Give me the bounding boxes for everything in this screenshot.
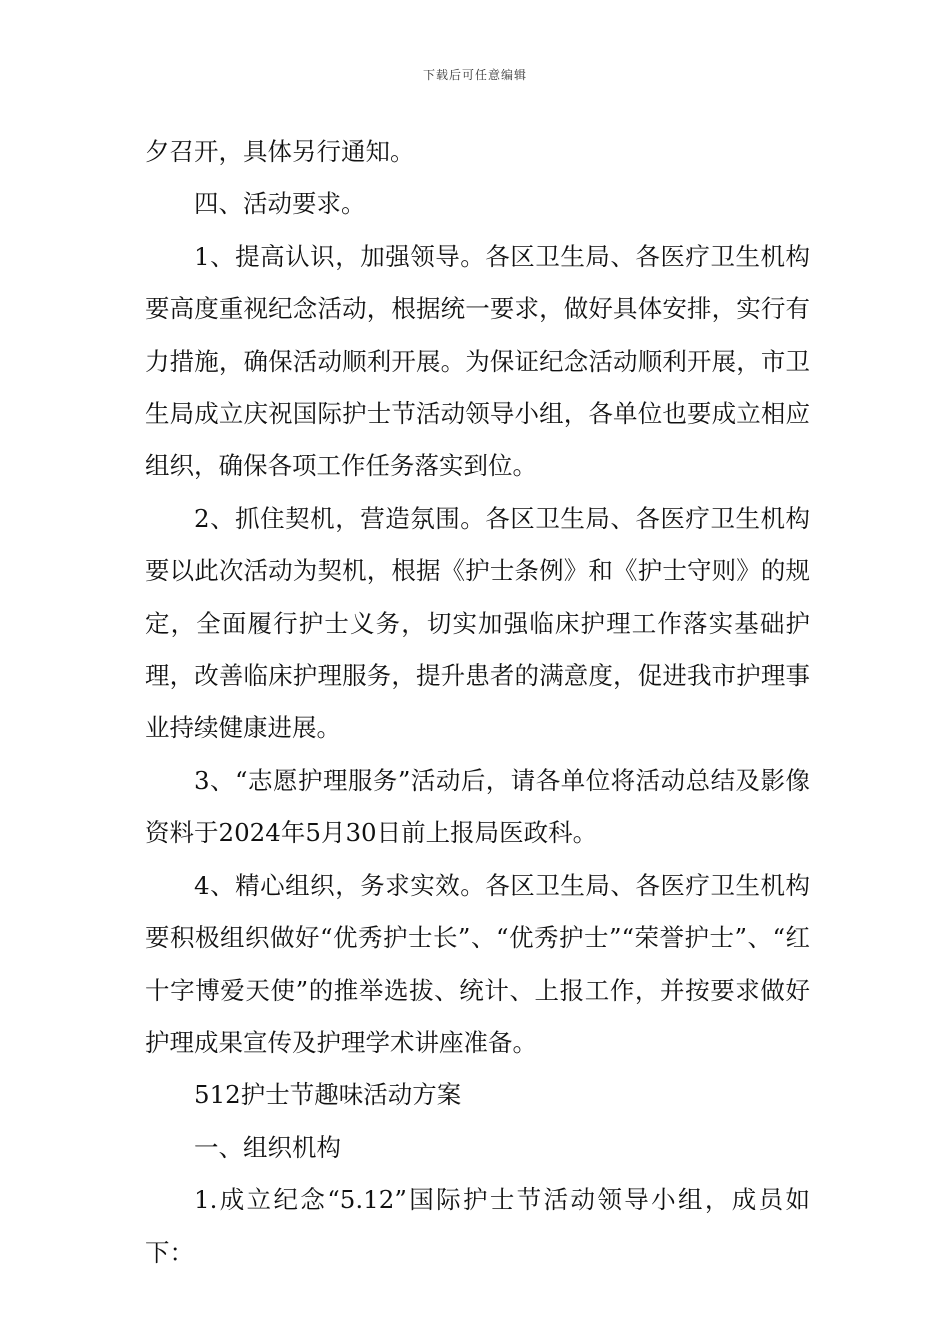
section-heading-activity-requirements: 四、活动要求。 [194, 189, 366, 219]
paragraph-item-2: 2、抓住契机，营造氛围。各区卫生局、各医疗卫生机构要以此次活动为契机，根据《护士条例》和《护士守则》的规定，全面履行护士义务，切实加强临床护理工作落实基础护理，改善临床护理服务，提升患者的满意度，促进我市护理事业持续健康进展。 [145, 503, 810, 743]
section-heading-organization: 一、组织机构 [194, 1132, 341, 1162]
paragraph-item-1: 1、提高认识，加强领导。各区卫生局、各医疗卫生机构要高度重视纪念活动，根据统一要求，做好具体安排，实行有力措施，确保活动顺利开展。为保证纪念活动顺利开展，市卫生局成立庆祝国际护士节活动领导小组，各单位也要成立相应组织，确保各项工作任务落实到位。 [145, 241, 810, 481]
paragraph-continuation: 夕召开，具体另行通知。 [145, 137, 415, 166]
paragraph-item-4: 4、精心组织，务求实效。各区卫生局、各医疗卫生机构要积极组织做好“优秀护士长”、“优秀护士”“荣誉护士”、“红十字博爱天使”的推举选拔、统计、上报工作，并按要求做好护理成果宣传及护理学术讲座准备。 [145, 870, 810, 1057]
paragraph-item-3: 3、“志愿护理服务”活动后，请各单位将活动总结及影像资料于2024年5月30日前上报局医政科。 [145, 765, 810, 848]
plan-title: 512护士节趣味活动方案 [194, 1080, 462, 1110]
header-note: 下载后可任意编辑 [422, 68, 527, 82]
paragraph-organization-item-1: 1.成立纪念“5.12”国际护士节活动领导小组，成员如下： [145, 1185, 810, 1267]
document-body [145, 126, 810, 1279]
